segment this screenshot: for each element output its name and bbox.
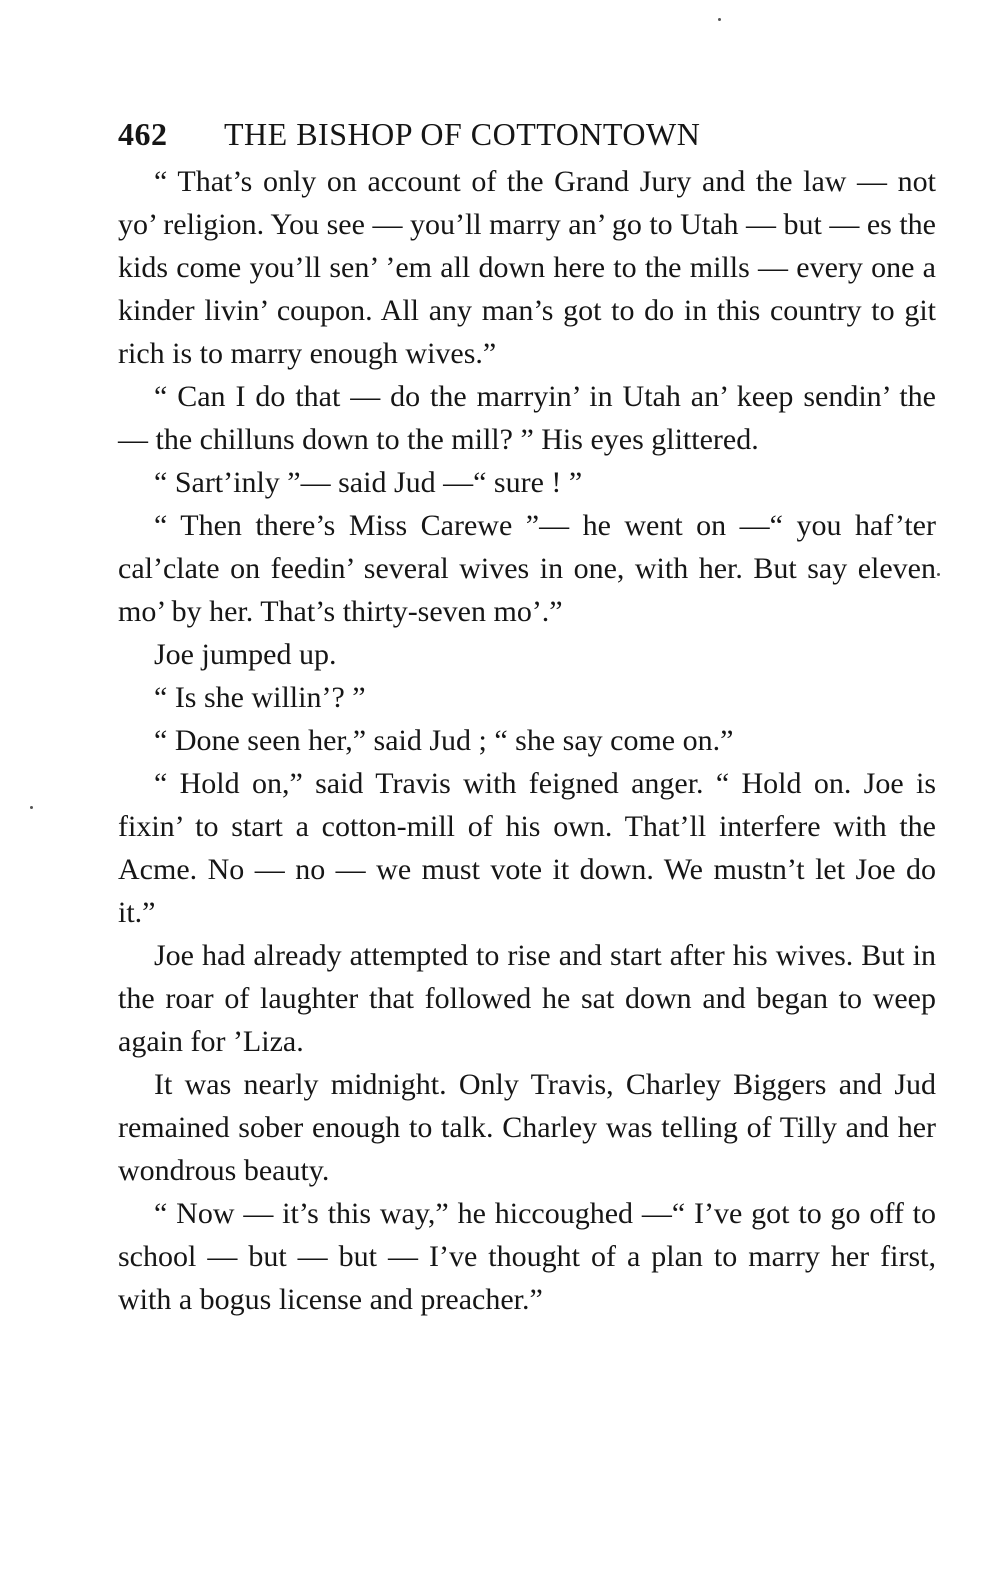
scan-speck — [30, 806, 33, 809]
paragraph: Joe had already attempted to rise and start after his wives. But in the roar of laughter that followed he sat down and began to weep again for ’Liza. — [118, 939, 936, 1058]
scan-speck — [718, 18, 721, 21]
paragraph: “ Done seen her,” said Jud ; “ she say come on.” — [154, 724, 734, 757]
paragraph: “ Now — it’s this way,” he hiccoughed —“ I’ve got to go off to school — but — but — I’ve thought of a plan to marry her first, with a bogus license and preacher.” — [118, 1197, 936, 1316]
body-text — [118, 160, 936, 1321]
paragraph: “ Then there’s Miss Carewe ”— he went on —“ you haf’ter cal’clate on feedin’ several wives in one, with her. But say eleven mo’ by her. That’s thirty-seven mo’.” — [118, 509, 936, 628]
paragraph: “ Hold on,” said Travis with feigned anger. “ Hold on. Joe is fixin’ to start a cotton-mill of his own. That’ll interfere with the Acme. No — no — we must vote it down. We mustn’t let Joe do it.” — [118, 767, 936, 929]
page-number: 462 — [118, 116, 168, 152]
paragraph: “ Is she willin’? ” — [154, 681, 366, 714]
scan-speck — [937, 573, 940, 576]
page-header — [118, 108, 936, 160]
running-title: THE BISHOP OF COTTONTOWN — [224, 116, 701, 152]
book-page — [118, 108, 936, 1321]
paragraph: It was nearly midnight. Only Travis, Charley Biggers and Jud remained sober enough to talk. Charley was telling of Tilly and her wondrous beauty. — [118, 1068, 936, 1187]
paragraph: “ That’s only on account of the Grand Jury and the law — not yo’ religion. You see — you’ll marry an’ go to Utah — but — es the kids come you’ll sen’ ’em all down here to the mills — every one a kinder livin’ coupon. All any man’s got to do in this country to git rich is to marry enough wives.” — [118, 165, 936, 370]
paragraph: “ Sart’inly ”— said Jud —“ sure ! ” — [154, 466, 583, 499]
paragraph: Joe jumped up. — [154, 638, 337, 671]
paragraph: “ Can I do that — do the marryin’ in Utah an’ keep sendin’ the — the chilluns down to the mill? ” His eyes glittered. — [118, 380, 936, 456]
